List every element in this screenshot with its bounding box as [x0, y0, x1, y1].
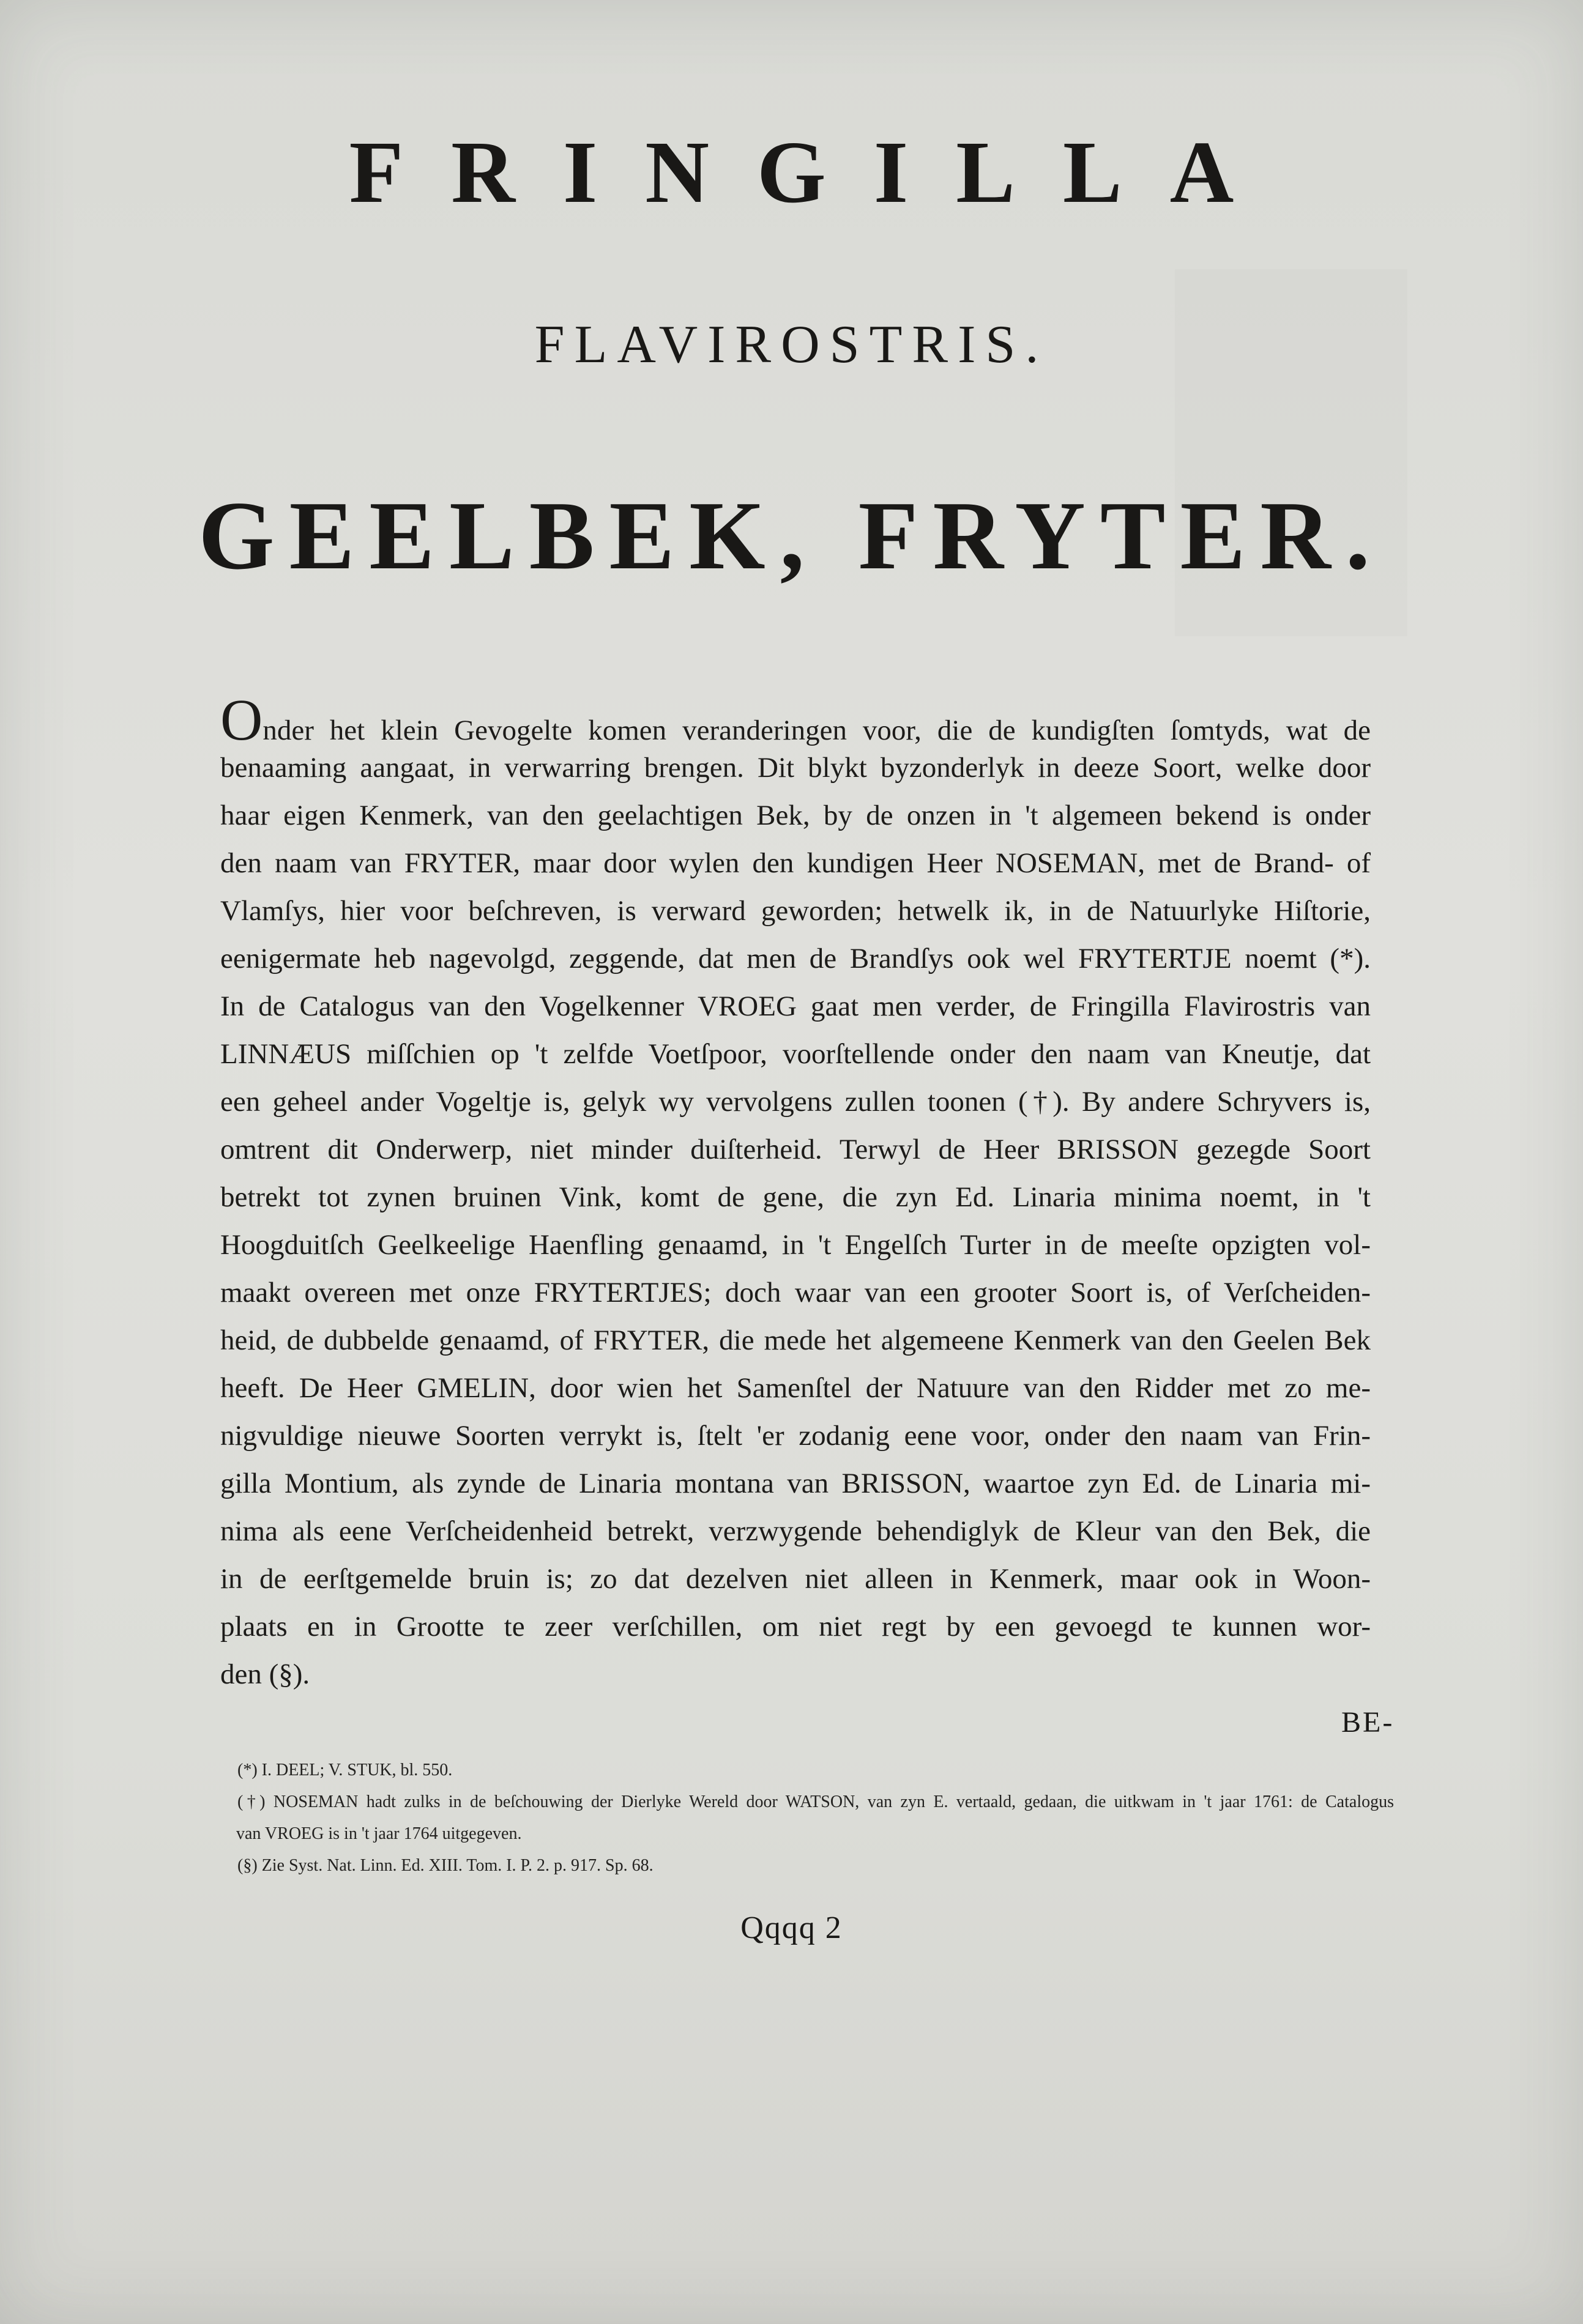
body-line-text: nder het klein Gevogelte komen veranderingen voor, die de kundigſten ſomtyds, wat de — [263, 715, 1371, 746]
footnotes — [237, 1754, 1394, 1882]
species-subtitle: FLAVIROSTRIS. — [534, 315, 1049, 374]
body-line: omtrent dit Onderwerp, niet minder duiſterheid. Terwyl de Heer BRISSON gezegde Soort — [220, 1134, 1371, 1165]
body-line: nigvuldige nieuwe Soorten verrykt is, ſtelt 'er zodanig eene voor, onder den naam van Frin- — [220, 1420, 1371, 1452]
body-line: heeft. De Heer GMELIN, door wien het Samenſtel der Natuure van den Ridder met zo me- — [220, 1372, 1371, 1404]
body-line: LINNÆUS miſſchien op 't zelfde Voetſpoor, voorſtellende onder den naam van Kneutje, dat — [220, 1038, 1371, 1070]
body-line: eenigermate heb nagevolgd, zeggende, dat men de Brandſys ook wel FRYTERTJE noemt (*). — [220, 943, 1371, 975]
body-line: plaats en in Grootte te zeer verſchillen, om niet regt by een gevoegd te kunnen wor- — [220, 1611, 1371, 1643]
body-text — [220, 687, 1371, 1698]
body-line: heid, de dubbelde genaamd, of FRYTER, die mede het algemeene Kenmerk van den Geelen Bek — [220, 1324, 1371, 1356]
body-line: betrekt tot zynen bruinen Vink, komt de gene, die zyn Ed. Linaria minima noemt, in 't — [220, 1181, 1371, 1213]
body-line: den naam van FRYTER, maar door wylen den kundigen Heer NOSEMAN, met de Brand- of — [220, 847, 1371, 879]
common-name-title: GEELBEK, FRYTER. — [198, 481, 1385, 590]
footnote-continuation: van VROEG is in 't jaar 1764 uitgegeven. — [236, 1824, 522, 1843]
body-line: een geheel ander Vogeltje is, gelyk wy vervolgens zullen toonen (†). By andere Schryvers is, — [220, 1086, 1371, 1118]
body-line: haar eigen Kenmerk, van den geelachtigen Bek, by de onzen in 't algemeen bekend is onder — [220, 800, 1371, 831]
footnote: (§) Zie Syst. Nat. Linn. Ed. XIII. Tom. I. P. 2. p. 917. Sp. 68. — [237, 1856, 654, 1875]
body-line: Hoogduitſch Geelkeelige Haenfling genaamd, in 't Engelſch Turter in de meeſte opzigten vol- — [220, 1229, 1371, 1261]
body-line: Vlamſys, hier voor beſchreven, is verward geworden; hetwelk ik, in de Natuurlyke Hiſtorie, — [220, 895, 1371, 927]
footnote: (*) I. DEEL; V. STUK, bl. 550. — [237, 1761, 453, 1780]
body-line: In de Catalogus van den Vogelkenner VROEG gaat men verder, de Fringilla Flavirostris van — [220, 990, 1371, 1022]
signature-mark: Qqqq 2 — [740, 1910, 843, 1945]
body-line: nima als eene Verſcheidenheid betrekt, verzwygende behendiglyk de Kleur van den Bek, die — [220, 1515, 1371, 1547]
body-line: maakt overeen met onze FRYTERTJES; doch waar van een grooter Soort is, of Verſcheiden- — [220, 1277, 1371, 1309]
catchword: BE- — [1341, 1706, 1395, 1739]
genus-title: FRINGILLA — [349, 124, 1282, 221]
body-line: in de eerſtgemelde bruin is; zo dat dezelven niet alleen in Kenmerk, maar ook in Woon- — [220, 1563, 1371, 1595]
body-line — [220, 687, 1371, 752]
body-line: den (§). — [220, 1658, 310, 1690]
drop-initial: O — [220, 687, 263, 752]
footnote: (†) NOSEMAN hadt zulks in de beſchouwing der Dierlyke Wereld door WATSON, van zyn E. vertaald, gedaan, die uitkwam in 't jaar 1761: de Catalogus — [237, 1792, 1394, 1811]
body-line: gilla Montium, als zynde de Linaria montana van BRISSON, waartoe zyn Ed. de Linaria mi- — [220, 1468, 1371, 1499]
body-line: benaaming aangaat, in verwarring brengen. Dit blykt byzonderlyk in deeze Soort, welke door — [220, 752, 1371, 784]
